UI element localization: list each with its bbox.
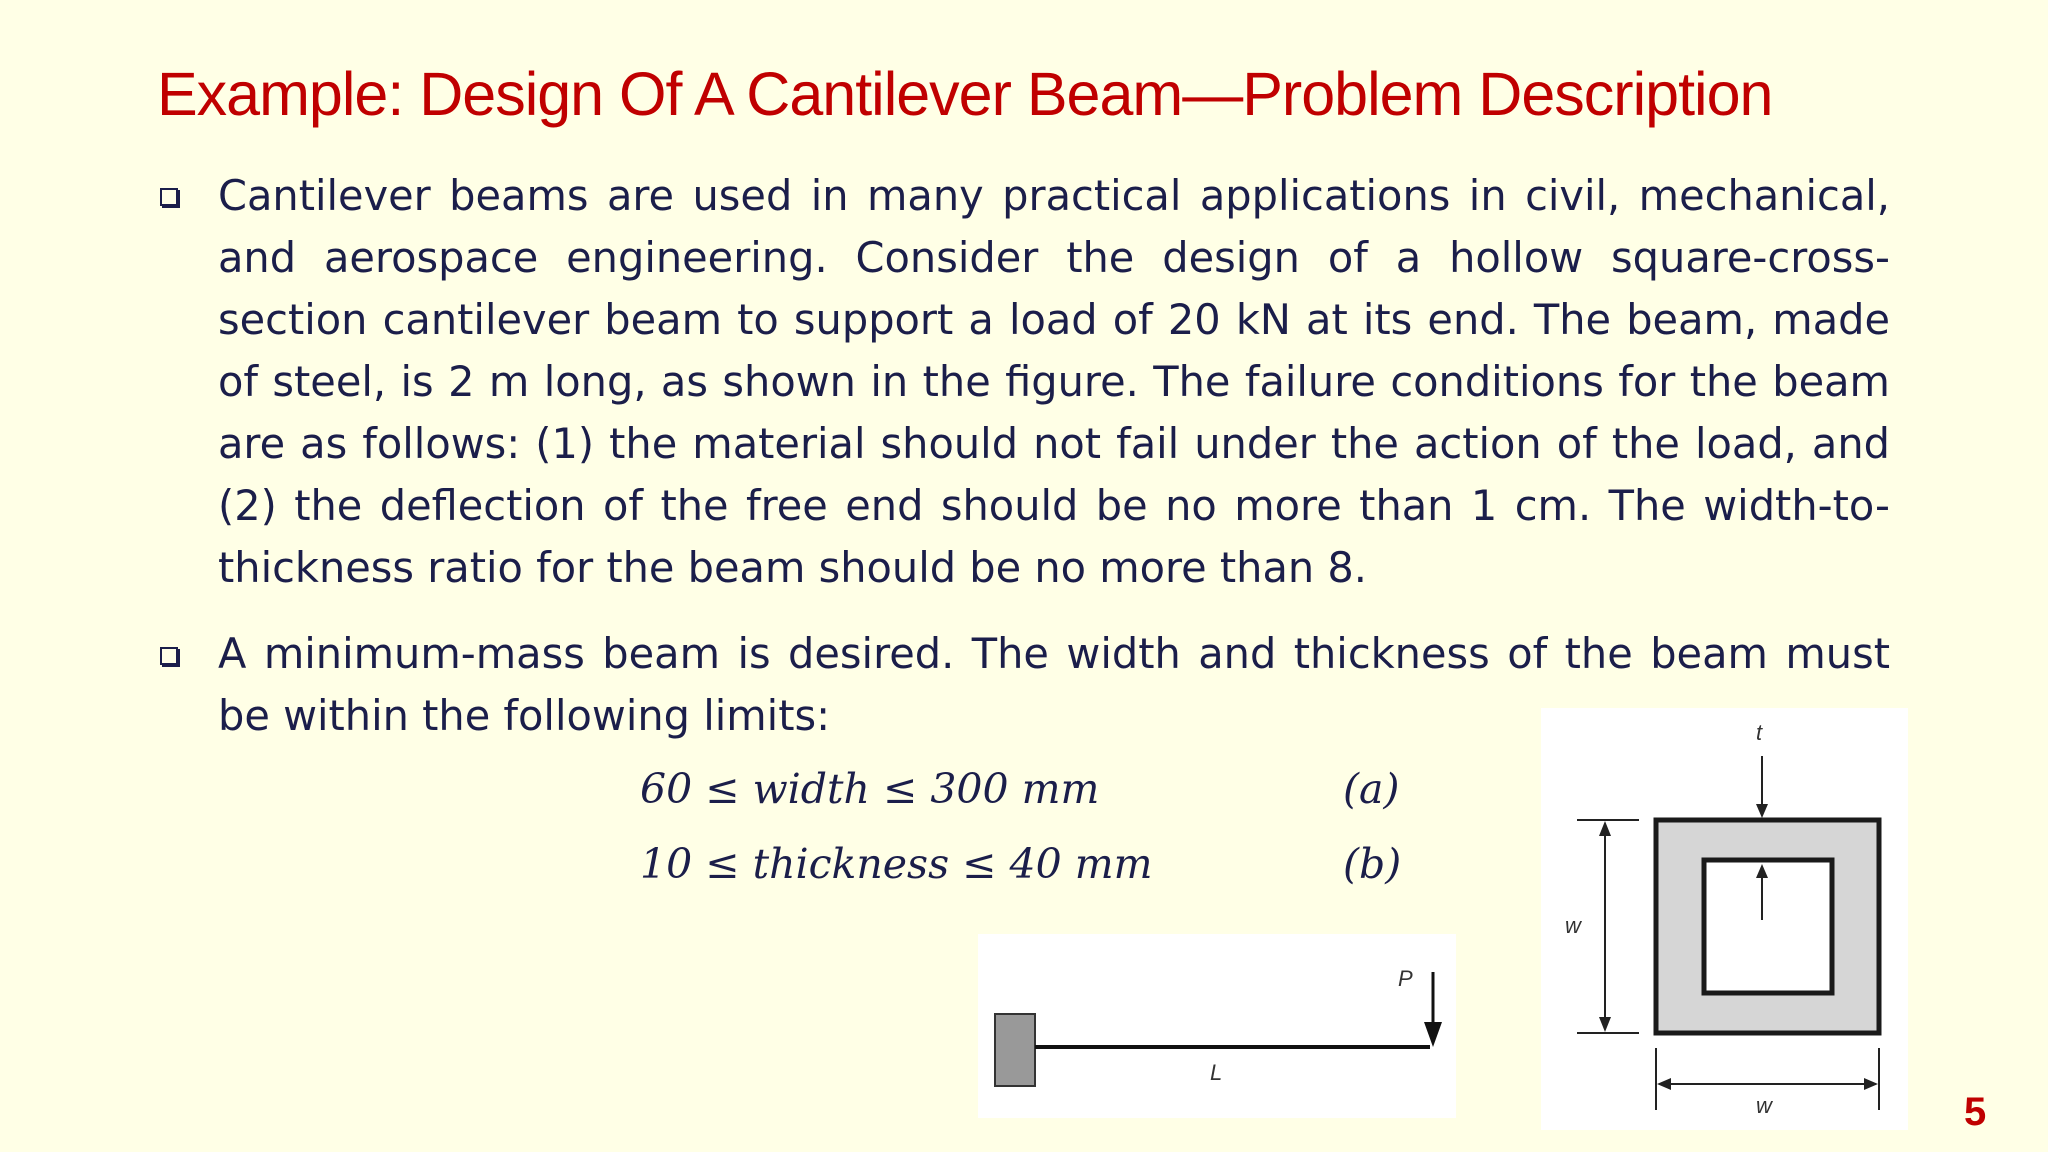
bullet-paragraph-2: A minimum-mass beam is desired. The width and thickness of the beam must be within the following limits:: [218, 629, 1890, 740]
bullet-marker: [160, 188, 178, 206]
thickness-arrow-top-head: [1756, 804, 1768, 818]
page-number: 5: [1964, 1090, 1987, 1134]
cross-section-figure: [1541, 708, 1908, 1130]
equation-label-b: (b): [1343, 840, 1402, 888]
width-arrow-right: [1864, 1078, 1878, 1090]
equation-width: 60 ≤ width ≤ 300 mm: [640, 765, 1100, 813]
height-arrow-bottom: [1599, 1017, 1611, 1032]
cantilever-beam-figure: [978, 934, 1456, 1118]
length-label: L: [1210, 1060, 1223, 1085]
equation-label-a: (a): [1343, 765, 1400, 813]
bullet-marker: [160, 647, 178, 665]
load-arrow-head: [1424, 1022, 1442, 1047]
width-label: w: [1756, 1093, 1772, 1118]
beam-diagram: [978, 934, 1456, 1118]
height-arrow-top: [1599, 821, 1611, 836]
load-label: P: [1398, 966, 1413, 991]
equation-thickness: 10 ≤ thickness ≤ 40 mm: [640, 840, 1153, 888]
fixed-support: [995, 1014, 1035, 1086]
inner-hollow: [1704, 860, 1832, 993]
bullet-paragraph-1: Cantilever beams are used in many practical applications in civil, mechanical, and aerospace engineering. Consider the design of a hollow square-cross-section cantilever beam to support a load of 20 kN at its end. The beam, made of steel, is 2 m long, as shown in the figure. The failure conditions for the beam are as follows: (1) the material should not fail under the action of the load, and (2) the deflection of the free end should be no more than 1 cm. The width-to-thickness ratio for the beam should be no more than 8.: [218, 171, 1890, 592]
height-label: w: [1565, 913, 1581, 938]
width-arrow-left: [1657, 1078, 1671, 1090]
cross-section-diagram: [1541, 708, 1908, 1130]
slide-title: Example: Design Of A Cantilever Beam—Problem Description: [157, 60, 1773, 128]
thickness-label: t: [1756, 720, 1763, 745]
